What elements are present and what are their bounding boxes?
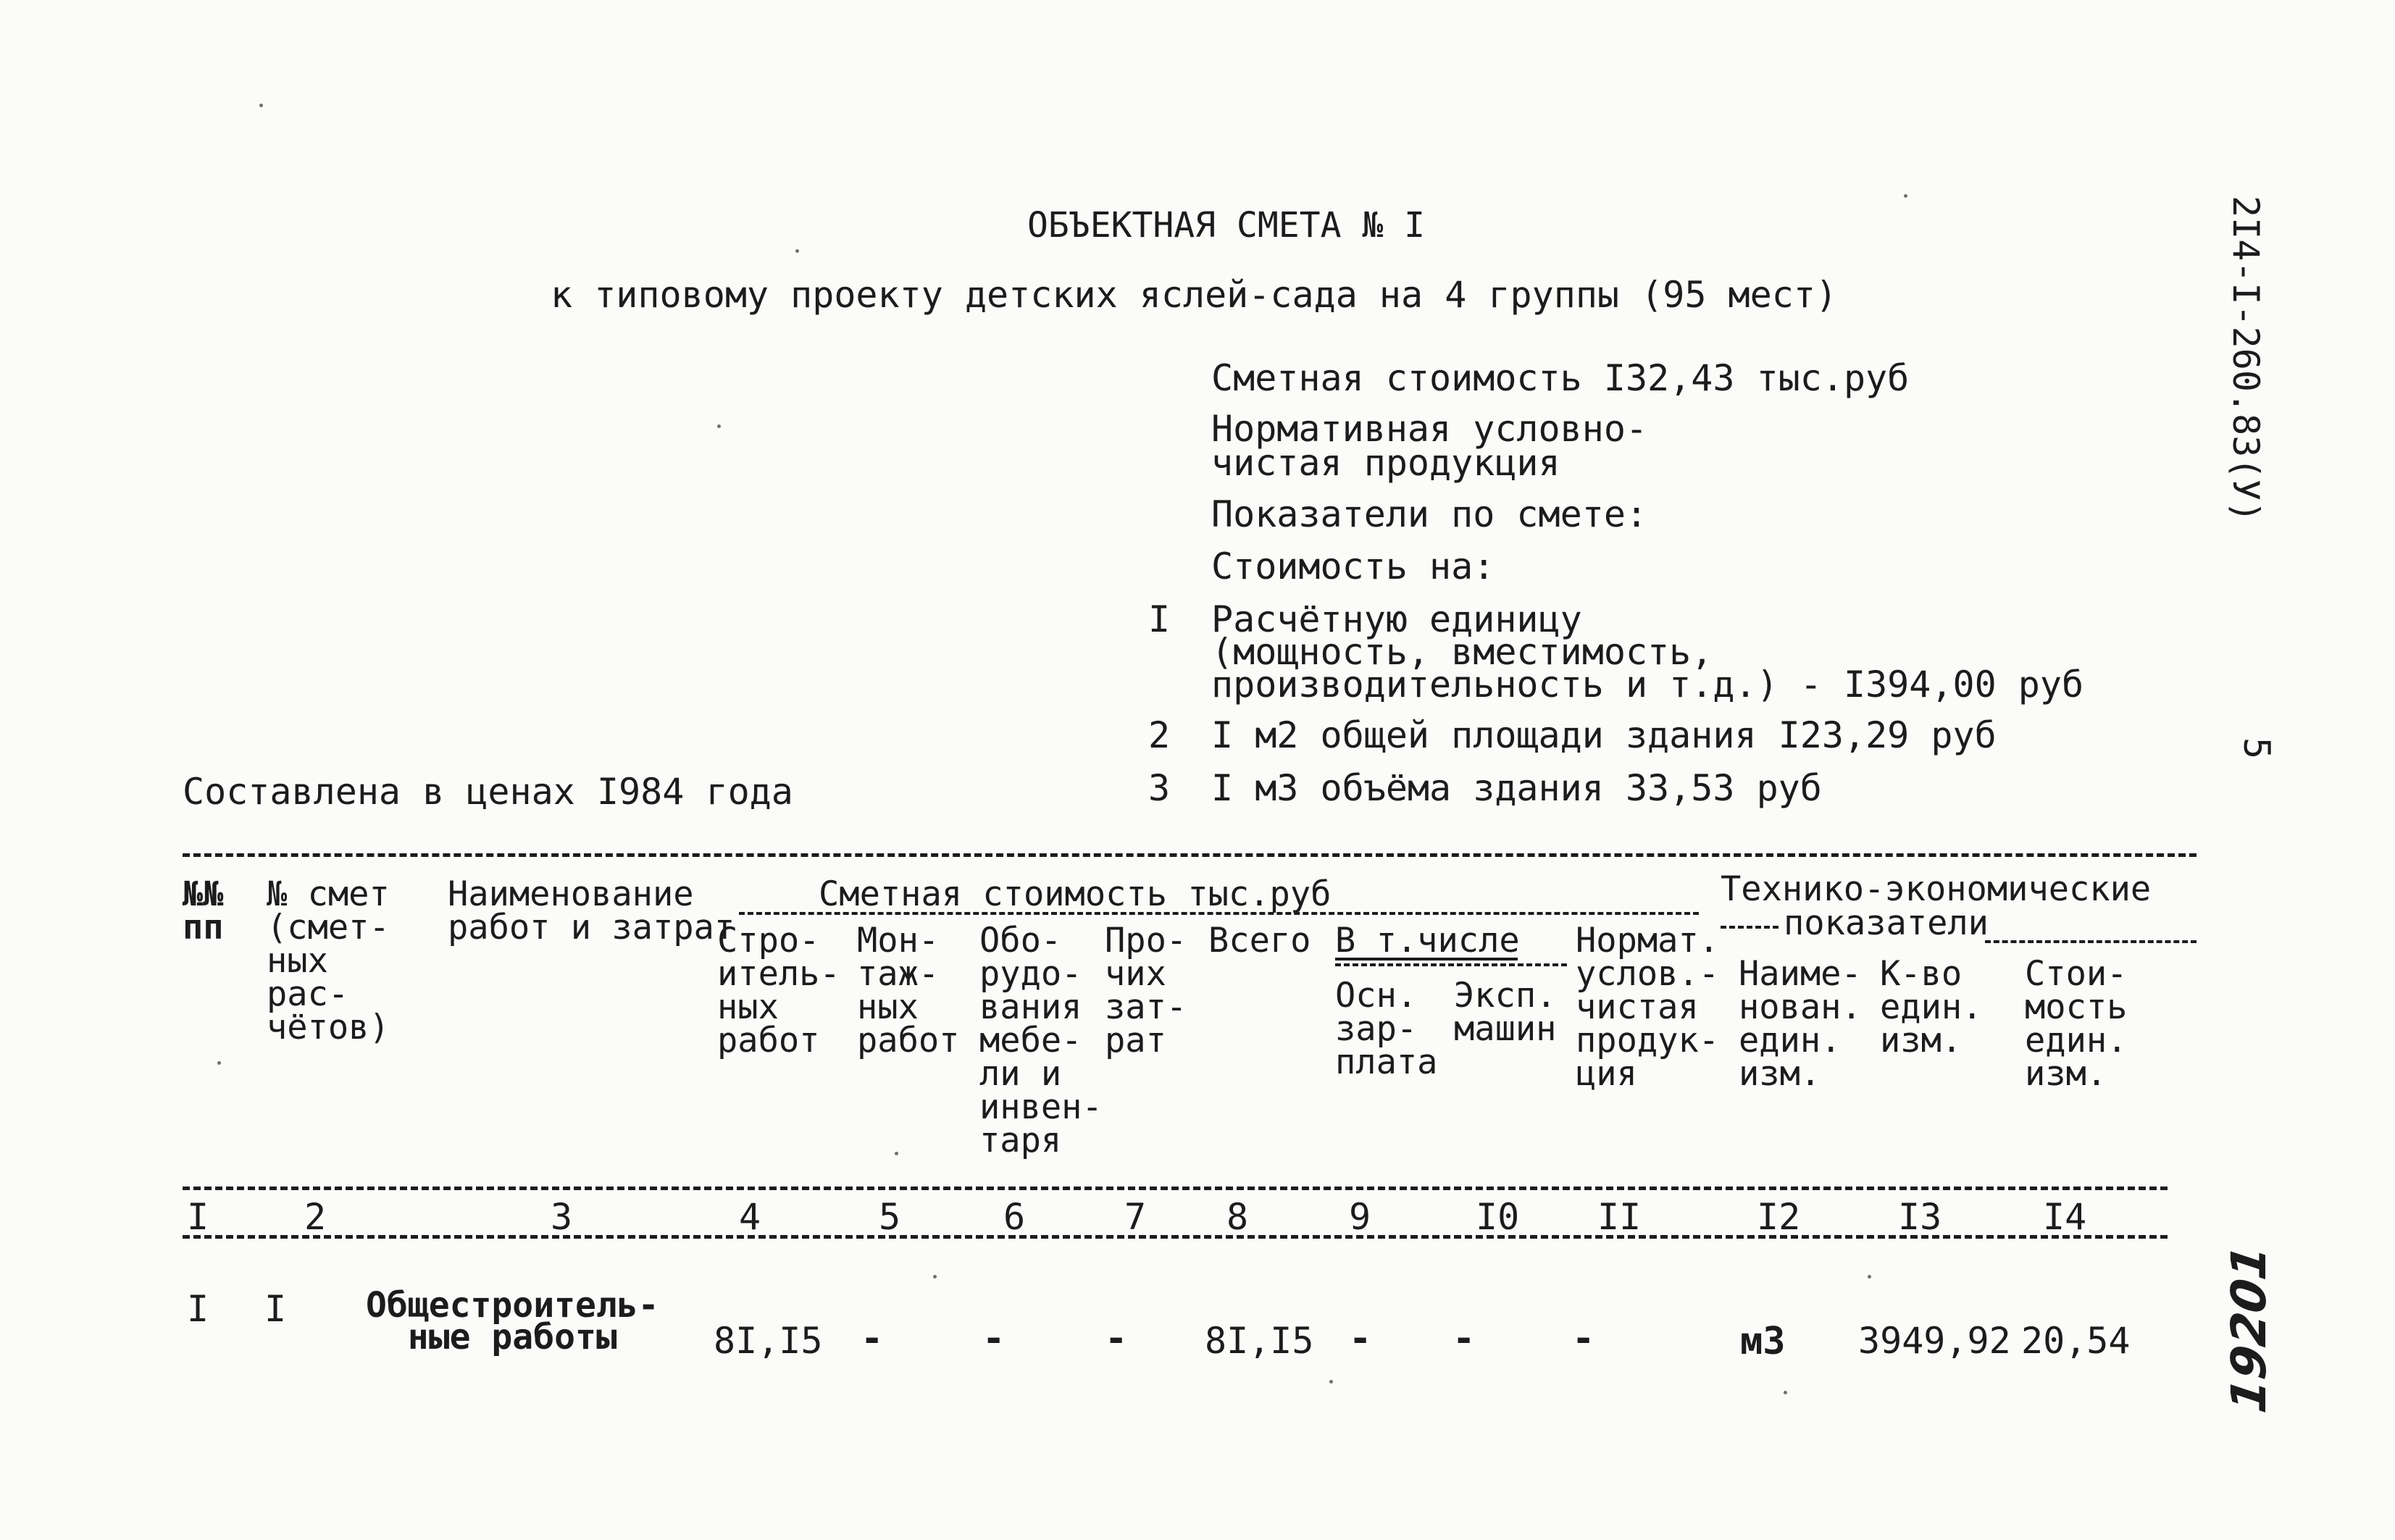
scan-speck: [795, 249, 799, 253]
header-group-tech-2: показатели: [1784, 903, 1989, 943]
cell-work-name: Общестроитель- ные работы: [366, 1285, 659, 1357]
group-cost-rule: [739, 912, 1699, 915]
cell-construction: 8I,I5: [714, 1320, 823, 1362]
scan-speck: [217, 1061, 221, 1065]
margin-number: 19201: [2221, 1242, 2277, 1416]
column-number: I4: [2043, 1196, 2087, 1238]
indicator-text: I м3 объёма здания 33,53 руб: [1211, 767, 1822, 809]
header-group-including: В т.числе: [1335, 921, 1520, 961]
normative-product-line1: Нормативная условно-: [1211, 408, 1648, 450]
table-top-rule: [183, 853, 2197, 857]
scan-speck: [1784, 1391, 1787, 1394]
cell-unit-cost: 20,54: [2021, 1320, 2131, 1362]
cell-installation: -: [861, 1317, 884, 1360]
header-other-costs: Про- чих зат- рат: [1105, 921, 1187, 1060]
indicator-text: производительность и т.д.) - I394,00 руб: [1211, 664, 2084, 706]
header-row-number: №№ пп: [183, 874, 224, 947]
scan-speck: [1868, 1275, 1871, 1279]
indicator-number: 3: [1148, 767, 1171, 809]
column-number: 6: [1003, 1196, 1026, 1238]
header-total: Всего: [1208, 921, 1311, 961]
scan-speck: [1329, 1380, 1333, 1384]
cell-base-salary: -: [1349, 1317, 1372, 1360]
page-number: 5: [2236, 737, 2278, 760]
column-number: 4: [739, 1196, 761, 1238]
scan-speck: [717, 424, 721, 428]
column-number: I0: [1476, 1196, 1520, 1238]
document-subtitle: к типовому проекту детских яслей-сада на 4 группы (95 мест): [551, 274, 1838, 316]
header-base-salary: Осн. зар- плата: [1335, 976, 1438, 1082]
cell-total: 8I,I5: [1205, 1320, 1314, 1362]
header-work-name: Наименование работ и затрат: [448, 874, 735, 947]
cost-per-label: Стоимость на:: [1211, 545, 1495, 587]
header-construction: Стро- итель- ных работ: [717, 921, 840, 1060]
tech-rule-left: [1721, 926, 1779, 929]
scan-speck: [259, 104, 263, 107]
scan-speck: [895, 1152, 898, 1155]
cell-other-costs: -: [1105, 1317, 1128, 1360]
scan-speck: [933, 1275, 937, 1279]
indicator-text: I м2 общей площади здания I23,29 руб: [1211, 714, 1997, 756]
including-subrule: [1335, 963, 1567, 966]
cell-unit-quantity: 3949,92: [1858, 1320, 2011, 1362]
indicator-text: (мощность, вместимость,: [1211, 631, 1713, 673]
column-number: II: [1597, 1196, 1642, 1238]
column-numbers-rule: [183, 1235, 2168, 1239]
indicator-number: 2: [1148, 714, 1171, 756]
column-number: I3: [1898, 1196, 1942, 1238]
column-number: 3: [551, 1196, 573, 1238]
header-normative-product: Нормат. услов.- чистая продук- ция: [1576, 921, 1720, 1094]
header-group-cost: Сметная стоимость тыс.руб: [819, 874, 1332, 914]
column-number: 8: [1226, 1196, 1249, 1238]
header-bottom-rule: [183, 1187, 2168, 1190]
header-estimate-number: № смет (смет- ных рас- чётов): [267, 874, 390, 1047]
header-unit-name: Наиме- нован. един. изм.: [1739, 954, 1862, 1094]
header-machine-operation: Эксп. машин: [1454, 976, 1557, 1049]
column-number: I: [187, 1196, 209, 1238]
side-document-code: 2I4-I-260.83(У): [2225, 196, 2267, 523]
cell-equipment: -: [982, 1317, 1006, 1360]
including-underline: [1335, 958, 1518, 961]
cell-unit-name: м3: [1740, 1320, 1786, 1363]
header-installation: Мон- таж- ных работ: [857, 921, 960, 1060]
estimated-cost: Сметная стоимость I32,43 тыс.руб: [1211, 357, 1910, 399]
indicators-label: Показатели по смете:: [1211, 493, 1648, 535]
indicator-text: Расчётную единицу: [1211, 598, 1582, 640]
header-group-tech: Технико-экономические: [1721, 869, 2152, 909]
header-unit-quantity: К-во един. изм.: [1880, 954, 1983, 1060]
normative-product-line2: чистая продукция: [1211, 442, 1560, 484]
compiled-prices-note: Составлена в ценах I984 года: [183, 771, 793, 813]
column-number: 7: [1124, 1196, 1147, 1238]
column-number: 9: [1349, 1196, 1371, 1238]
cell-estimate-number: I: [264, 1288, 287, 1330]
scan-speck: [1904, 194, 1907, 198]
indicator-number: I: [1148, 598, 1171, 640]
column-number: 5: [879, 1196, 901, 1238]
cell-row-number: I: [187, 1288, 209, 1330]
cell-machine-operation: -: [1453, 1317, 1476, 1360]
column-number: 2: [304, 1196, 327, 1238]
tech-rule-right: [1985, 940, 2197, 943]
document-title: ОБЪЕКТНАЯ СМЕТА № I: [1027, 205, 1426, 246]
header-equipment: Обо- рудо- вания мебе- ли и инвен- таря: [979, 921, 1103, 1160]
header-unit-cost: Стои- мость един. изм.: [2025, 954, 2128, 1094]
column-number: I2: [1757, 1196, 1801, 1238]
cell-normative-product: -: [1572, 1317, 1595, 1360]
